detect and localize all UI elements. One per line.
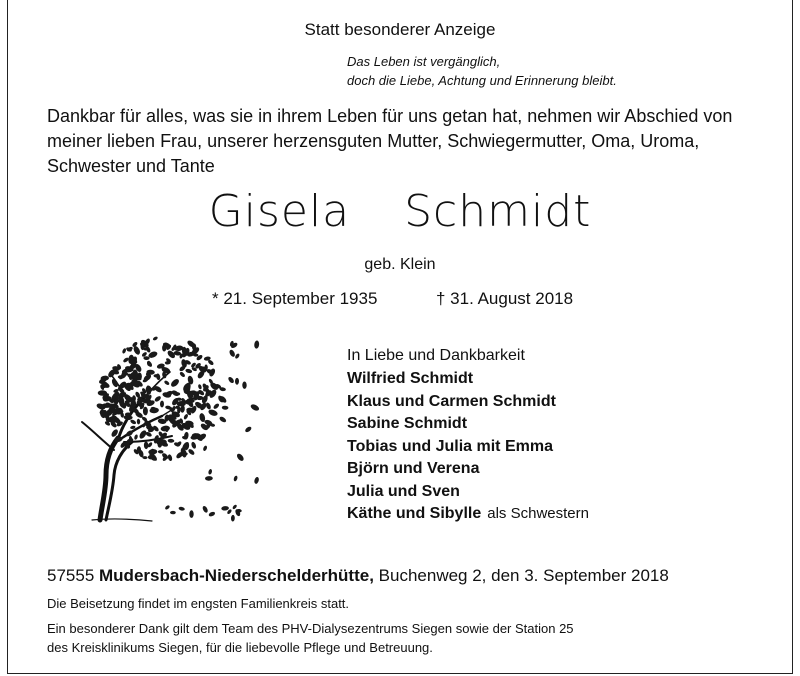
leaf-shape xyxy=(208,408,219,417)
leaf-shape xyxy=(208,511,216,517)
intro-line: meiner lieben Frau, unserer herzensguten Mutter, Schwiegermutter, Oma, Uroma, xyxy=(47,131,700,151)
leaf-shape xyxy=(213,403,220,410)
leaf-shape xyxy=(179,371,186,378)
leaf-shape xyxy=(242,381,247,388)
leaf-shape xyxy=(191,441,197,449)
leaf-shape xyxy=(244,426,252,434)
leaf-shape xyxy=(219,416,228,424)
leaf-shape xyxy=(236,452,245,462)
leaf-shape xyxy=(177,401,186,406)
leaf-shape xyxy=(167,454,173,462)
signer-name: Käthe und Sibylle xyxy=(347,505,482,522)
leaf-shape xyxy=(221,506,229,511)
signer-note: als Schwestern xyxy=(487,505,589,522)
leaf-shape xyxy=(202,505,209,513)
leaf-shape xyxy=(154,395,162,403)
signers-lead: In Liebe und Dankbarkeit xyxy=(347,347,525,364)
leaf-shape xyxy=(254,340,260,349)
deceased-name: Gisela Schmidt xyxy=(208,186,592,237)
leaf-shape xyxy=(222,406,229,410)
leaf-shape xyxy=(202,445,207,451)
signer-name: Klaus und Carmen Schmidt xyxy=(347,392,556,410)
leaf-shape xyxy=(234,353,240,360)
leaf-shape xyxy=(134,434,139,440)
signers-block xyxy=(347,344,589,526)
leaf-shape xyxy=(187,448,195,456)
leaf-shape xyxy=(254,476,260,484)
address-street-date: Buchenweg 2, den 3. September 2018 xyxy=(378,566,669,585)
signer-name: Wilfried Schmidt xyxy=(347,370,474,387)
leaf-shape xyxy=(137,419,141,425)
leaf-shape xyxy=(183,413,189,420)
leaf-shape xyxy=(130,419,137,425)
leaf-shape xyxy=(235,378,239,385)
leaf-shape xyxy=(185,368,193,374)
notice-header: Statt besonderer Anzeige xyxy=(304,20,496,39)
leaf-shape xyxy=(122,348,127,354)
signer-row-last xyxy=(347,503,589,526)
leaf-shape xyxy=(164,380,171,386)
leaf-shape xyxy=(198,384,203,390)
thanks-note xyxy=(47,619,574,657)
leaf-shape xyxy=(143,407,148,416)
signer-name: Björn und Verena xyxy=(347,460,480,477)
intro-line: Dankbar für alles, was sie in ihrem Leben für uns getan hat, nehmen wir Abschied von xyxy=(47,106,733,126)
leaf-shape xyxy=(160,425,170,432)
leaf-shape xyxy=(227,376,235,384)
signer-name: Tobias und Julia mit Emma xyxy=(347,437,553,455)
leaf-shape xyxy=(231,515,235,522)
leaf-shape xyxy=(170,378,181,389)
leaf-shape xyxy=(250,403,260,412)
leaf-shape xyxy=(144,441,149,449)
poem-line: Das Leben ist vergänglich, xyxy=(347,54,501,69)
leaf-shape xyxy=(205,476,213,481)
address-line xyxy=(47,566,669,586)
leaf-shape xyxy=(168,439,175,443)
leaf-shape xyxy=(232,504,238,510)
leaf-shape xyxy=(178,506,185,511)
leaf-shape xyxy=(164,505,170,511)
leaf-shape xyxy=(158,450,164,454)
intro-line: Schwester und Tante xyxy=(47,156,215,176)
leaf-shape xyxy=(98,390,107,396)
leaf-shape xyxy=(228,349,236,358)
leaf-shape xyxy=(170,511,176,515)
intro-text xyxy=(47,104,732,179)
leaf-shape xyxy=(189,510,194,518)
burial-note: Die Beisetzung findet im engsten Familienkreis statt. xyxy=(47,596,350,611)
birth-name: geb. Klein xyxy=(364,256,436,273)
poem-line: doch die Liebe, Achtung und Erinnerung bleibt. xyxy=(347,73,617,88)
signer-name: Julia und Sven xyxy=(347,482,460,500)
address-city: Mudersbach-Niederschelderhütte, xyxy=(99,566,374,585)
leaf-shape xyxy=(160,401,164,408)
death-date: † 31. August 2018 xyxy=(436,289,574,308)
leaf-shape xyxy=(152,336,158,341)
birth-date: * 21. September 1935 xyxy=(212,289,378,308)
poem xyxy=(347,52,617,90)
leaf-shape xyxy=(208,469,213,475)
thanks-line: des Kreisklinikums Siegen, für die liebevolle Pflege und Betreuung. xyxy=(47,640,433,655)
leaf-shape xyxy=(233,475,238,482)
address-zip: 57555 xyxy=(47,566,95,585)
windblown-tree-icon xyxy=(62,310,262,535)
thanks-line: Ein besonderer Dank gilt dem Team des PHV-Dialysezentrums Siegen sowie der Station 25 xyxy=(47,621,574,636)
signer-name: Sabine Schmidt xyxy=(347,415,468,432)
